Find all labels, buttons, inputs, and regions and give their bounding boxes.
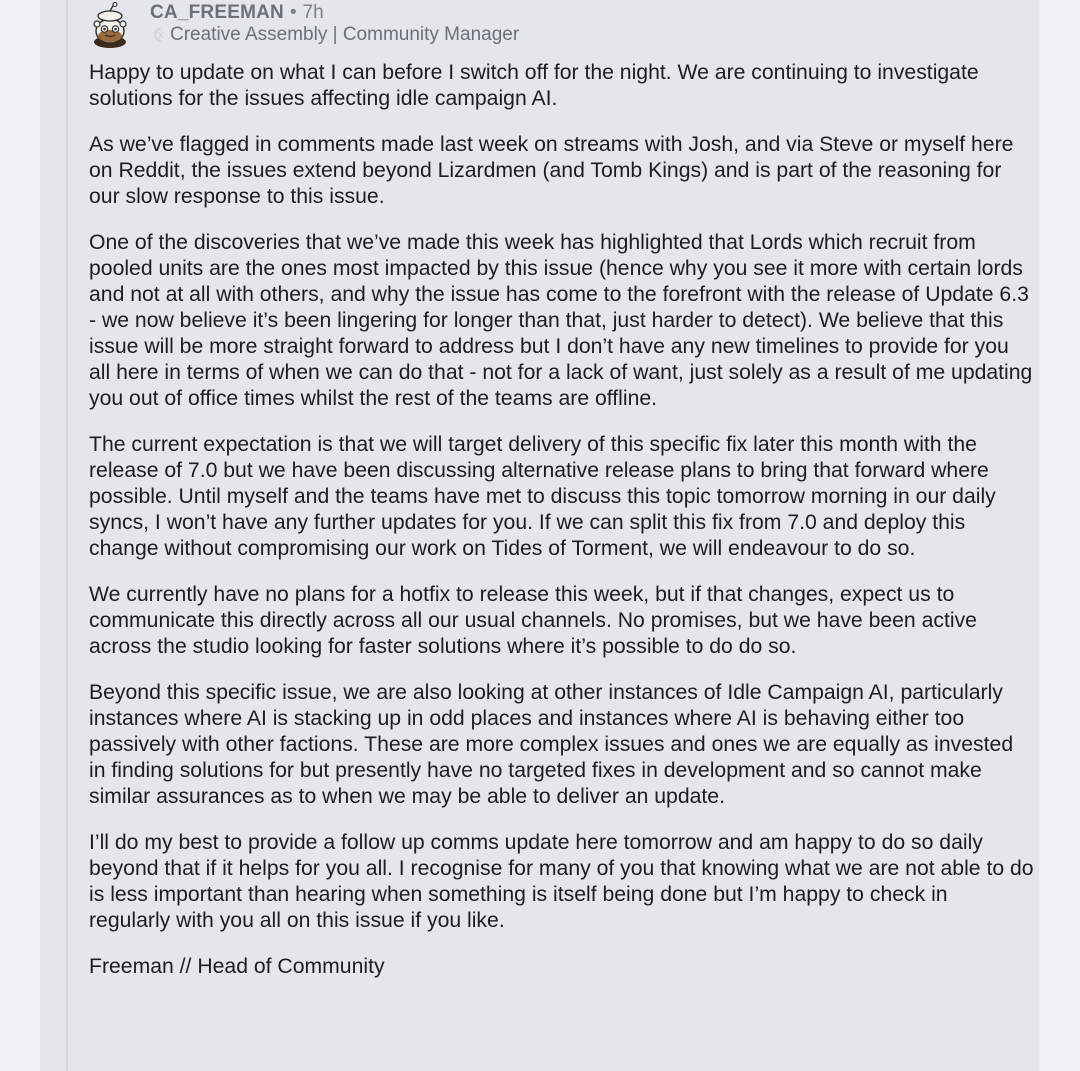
comment-paragraph: Beyond this specific issue, we are also looking at other instances of Idle Campaign AI, particularly instances where AI is stacking up in odd places and instances where AI is behaving either too passively with other factions. These are more complex issues and ones we are equally as invested in finding solutions for but presently have no targeted fixes in development and so cannot make similar assurances as to when we may be able to deliver an update. <box>89 681 1014 808</box>
flair-row <box>150 24 519 46</box>
comment-timestamp[interactable]: 7h <box>302 2 324 23</box>
comment-paragraph: The current expectation is that we will target delivery of this specific fix later this month with the release of 7.0 but we have been discussing alternative release plans to bring that forward where possible. Until myself and the teams have met to discuss this topic tomorrow morning in our daily syncs, I won’t have any further updates for you. If we can split this fix from 7.0 and deploy this change without compromising our work on Tides of Torment, we will endeavour to do so. <box>89 433 996 560</box>
user-flair: Creative Assembly | Community Manager <box>170 24 520 45</box>
meta-separator: • <box>289 2 297 23</box>
thread-line[interactable] <box>66 0 68 1071</box>
comment-signature: Freeman // Head of Community <box>89 955 385 978</box>
comment-paragraph: I’ll do my best to provide a follow up comms update here tomorrow and am happy to do so daily beyond that if it helps for you all. I recognise for many of you that knowing what we are not able to do is less important than hearing when something is itself being done but I’m happy to check in regularly with you all on this issue if you like. <box>89 831 1034 932</box>
comment-paragraph: One of the discoveries that we’ve made this week has highlighted that Lords which recruit from pooled units are the ones most impacted by this issue (hence why you see it more with certain lords and not at all with others, and why the issue has come to the forefront with the release of Update 6.3 - we now believe it’s been lingering for longer than that, just harder to detect). We believe that this issue will be more straight forward to address but I don’t have any new timelines to provide for you all here in terms of when we can do that - not for a lack of want, just solely as a result of me updating you out of office times whilst the rest of the teams are offline. <box>89 231 1033 410</box>
author-username[interactable]: CA_FREEMAN <box>150 2 284 23</box>
comment-body <box>89 60 1034 1000</box>
creative-assembly-logo-icon <box>150 26 166 44</box>
comment-paragraph: Happy to update on what I can before I switch off for the night. We are continuing to investigate solutions for the issues affecting idle campaign AI. <box>89 61 979 110</box>
comment-meta <box>150 2 519 46</box>
author-row <box>150 2 519 24</box>
comment-paragraph: As we’ve flagged in comments made last week on streams with Josh, and via Steve or myself here on Reddit, the issues extend beyond Lizardmen (and Tomb Kings) and is part of the reasoning for our slow response to this issue. <box>89 133 1014 208</box>
comment-paragraph: We currently have no plans for a hotfix to release this week, but if that changes, expect us to communicate this directly across all our usual channels. No promises, but we have been active across the studio looking for faster solutions where it’s possible to do do so. <box>89 583 977 658</box>
snoo-avatar-icon[interactable] <box>88 2 132 48</box>
